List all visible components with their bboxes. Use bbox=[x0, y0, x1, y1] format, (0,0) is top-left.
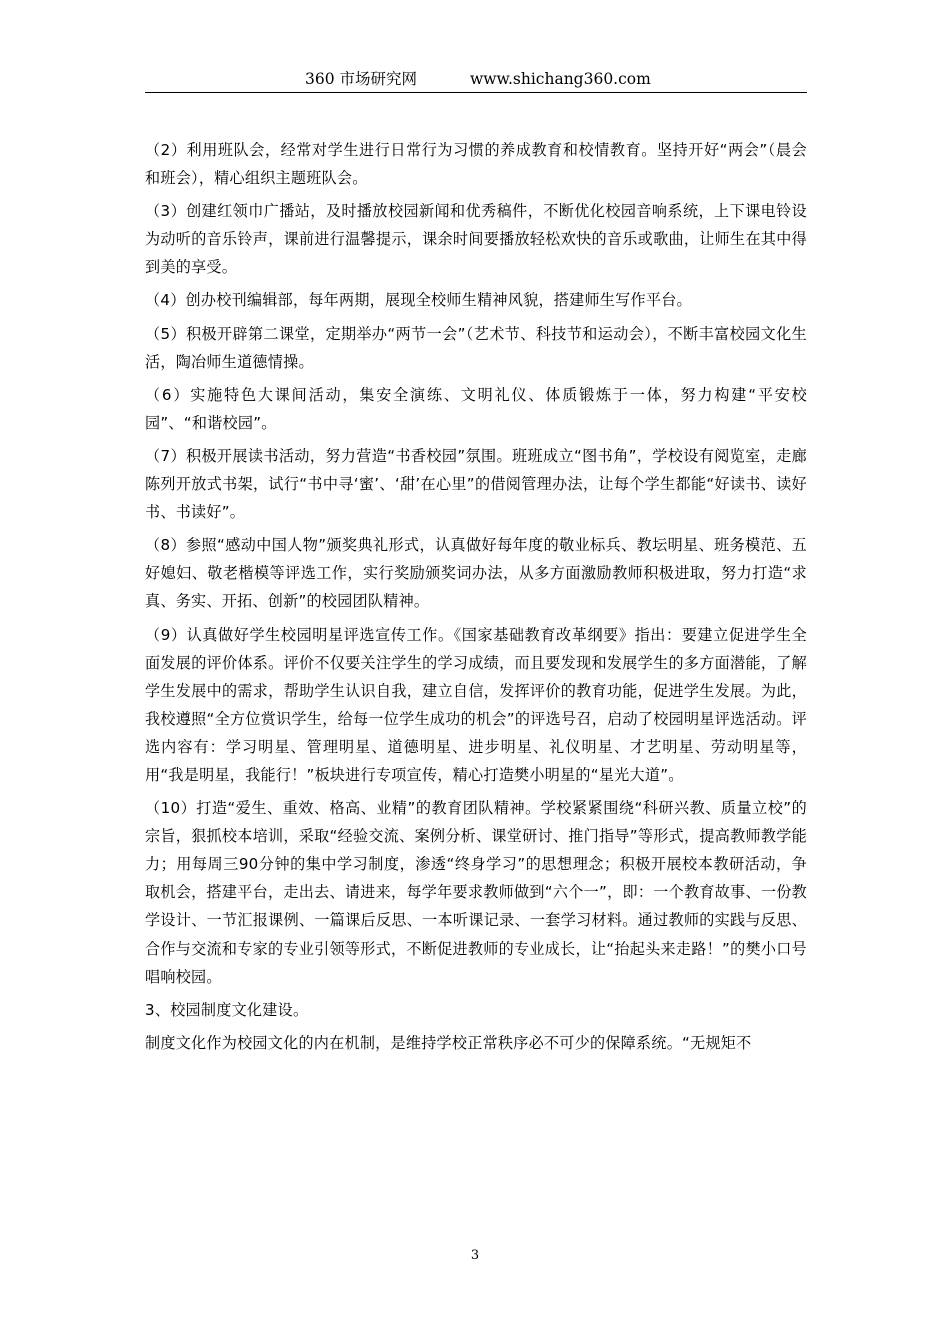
header-site-url: www.shichang360.com bbox=[470, 70, 651, 88]
paragraph-item-6: （6）实施特色大课间活动，集安全演练、文明礼仪、体质锻炼于一体，努力构建“平安校园”、“和谐校园”。 bbox=[145, 385, 807, 432]
paragraph-item-8: （8）参照“感动中国人物”颁奖典礼形式，认真做好每年度的敬业标兵、教坛明星、班务模范、五好媳妇、敬老楷模等评选工作，实行奖励颁奖词办法，从多方面激励教师积极进取，努力打造“求真、务实、开拓、创新”的校园团队精神。 bbox=[145, 536, 807, 611]
document-body bbox=[145, 136, 807, 1062]
paragraph-item-10: （10）打造“爱生、重效、格高、业精”的教育团队精神。学校紧紧围绕“科研兴教、质量立校”的宗旨，狠抓校本培训，采取“经验交流、案例分析、课堂研讨、推门指导”等形式，提高教师教学能力；用每周三90分钟的集中学习制度，渗透“终身学习”的思想理念；积极开展校本教研活动，争取机会，搭建平台，走出去、请进来，每学年要求教师做到“六个一”，即：一个教育故事、一份教学设计、一节汇报课例、一篇课后反思、一本听课记录、一套学习材料。通过教师的实践与反思、合作与交流和专家的专业引领等形式，不断促进教师的专业成长，让“抬起头来走路！”的樊小口号唱响校园。 bbox=[145, 799, 807, 986]
page-header bbox=[145, 66, 807, 93]
paragraph-item-2: （2）利用班队会，经常对学生进行日常行为习惯的养成教育和校情教育。坚持开好“两会”（晨会和班会），精心组织主题班队会。 bbox=[145, 141, 807, 188]
paragraph-item-4: （4）创办校刊编辑部，每年两期，展现全校师生精神风貌，搭建师生写作平台。 bbox=[145, 291, 692, 310]
paragraph-item-5: （5）积极开辟第二课堂，定期举办“两节一会”（艺术节、科技节和运动会），不断丰富校园文化生活，陶冶师生道德情操。 bbox=[145, 324, 807, 371]
header-site-name: 360 市场研究网 bbox=[305, 70, 418, 88]
paragraph-item-9: （9）认真做好学生校园明星评选宣传工作。《国家基础教育改革纲要》指出：要建立促进学生全面发展的评价体系。评价不仅要关注学生的学习成绩，而且要发现和发展学生的多方面潜能，了解学生发展中的需求，帮助学生认识自我，建立自信，发挥评价的教育功能，促进学生发展。为此，我校遵照“全方位赏识学生，给每一位学生成功的机会”的评选号召，启动了校园明星评选活动。评选内容有：学习明星、管理明星、道德明星、进步明星、礼仪明星、才艺明星、劳动明星等，用“我是明星，我能行！”板块进行专项宣传，精心打造樊小明星的“星光大道”。 bbox=[145, 625, 807, 784]
paragraph-item-7: （7）积极开展读书活动，努力营造“书香校园”氛围。班班成立“图书角”，学校设有阅览室，走廊陈列开放式书架，试行“书中寻‘蜜’、‘甜’在心里”的借阅管理办法，让每个学生都能“好读书、读好书、书读好”。 bbox=[145, 446, 807, 522]
section-heading: 3、校园制度文化建设。 bbox=[145, 1000, 309, 1019]
paragraph-system-culture: 制度文化作为校园文化的内在机制，是维持学校正常秩序必不可少的保障系统。“无规矩不 bbox=[145, 1033, 752, 1052]
paragraph-item-3: （3）创建红领巾广播站，及时播放校园新闻和优秀稿件，不断优化校园音响系统，上下课电铃设为动听的音乐铃声，课前进行温馨提示，课余时间要播放轻松欢快的音乐或歌曲，让师生在其中得到美的享受。 bbox=[145, 202, 807, 277]
page-number: 3 bbox=[470, 1248, 480, 1263]
